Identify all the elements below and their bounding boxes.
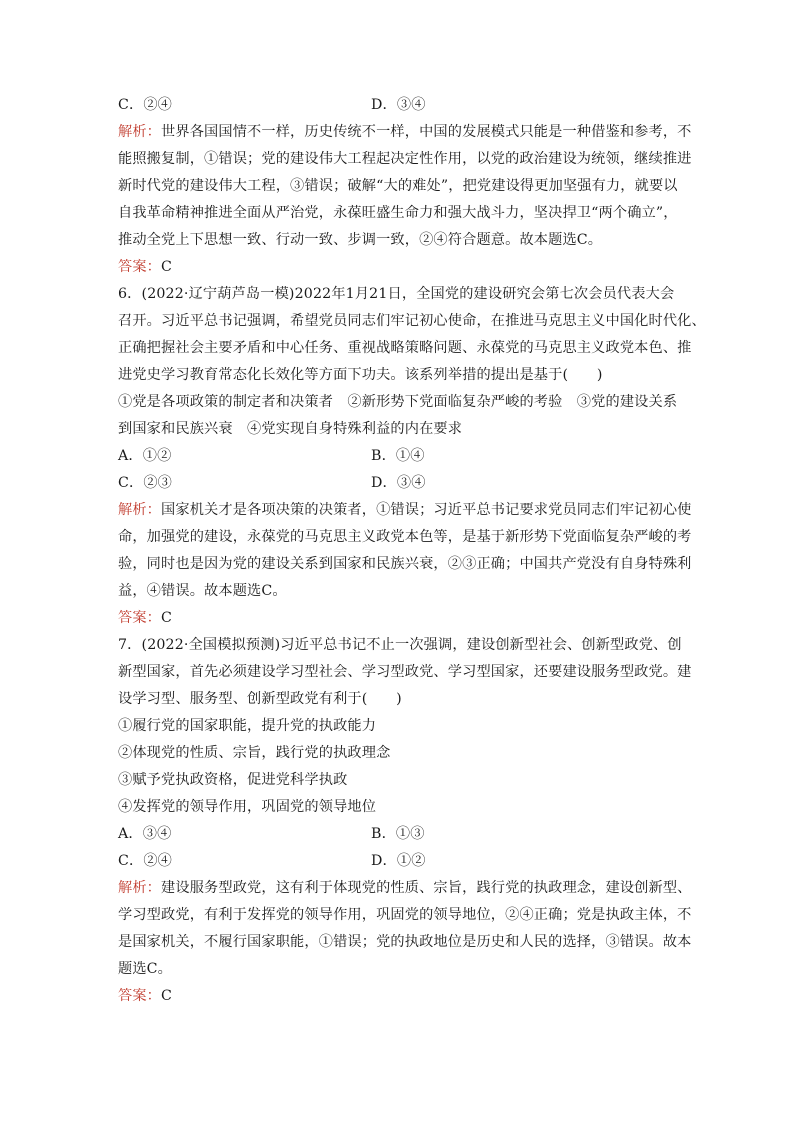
q7-stem-line-3: 设学习型、服务型、创新型政党有利于( )	[118, 691, 402, 707]
q7-answer-value: C	[161, 988, 173, 1004]
q6-analysis-label: 解析：	[118, 502, 162, 518]
q5-answer	[118, 254, 678, 281]
q7-answer	[118, 983, 678, 1010]
q7-analysis-line-1	[118, 875, 692, 902]
q6-option-b: B．①④	[371, 448, 425, 464]
q7-statement-2: ②体现党的性质、宗旨，践行党的执政理念	[118, 745, 391, 761]
q7-statement-4: ④发挥党的领导作用，巩固党的领导地位	[118, 799, 377, 815]
q6-stem-line-1: 6．(2022·辽宁葫芦岛一模)2022年1月21日，全国党的建设研究会第七次会员代表大会	[118, 286, 675, 302]
q7-analysis-line-2: 学习型政党，有利于发挥党的领导作用，巩固党的领导地位，②④正确；党是执政主体，不	[118, 907, 692, 923]
q6-option-a: A．①②	[118, 448, 172, 464]
q5-analysis-line-3: 新时代党的建设伟大工程，③错误；破解“大的难处”，把党建设得更加坚强有力，就要以	[118, 178, 678, 194]
q6-stem-line-4: 进党史学习教育常态化长效化等方面下功夫。该系列举措的提出是基于( )	[118, 367, 603, 383]
q6-answer-value: C	[161, 610, 173, 626]
q7-analysis-line-3: 是国家机关，不履行国家职能，①错误；党的执政地位是历史和人民的选择，③错误。故本	[118, 934, 692, 950]
q6-statement-line-2: 到国家和民族兴衰 ④党实现自身特殊利益的内在要求	[118, 421, 463, 437]
q7-answer-label: 答案：	[118, 988, 162, 1004]
q5-analysis-line-2: 能照搬复制，①错误；党的建设伟大工程起决定性作用，以党的政治建设为统领，继续推进	[118, 151, 692, 167]
q7-analysis-text-1: 建设服务型政党，这有利于体现党的性质、宗旨，践行党的执政理念，建设创新型、	[161, 880, 692, 896]
q7-option-c: C．②④	[118, 853, 173, 869]
q5-analysis-line-5: 推动全党上下思想一致、行动一致、步调一致，②④符合题意。故本题选C。	[118, 232, 603, 248]
q7-option-a: A．③④	[118, 826, 172, 842]
q5-answer-label: 答案：	[118, 259, 162, 275]
q6-analysis-line-1	[118, 497, 692, 524]
q5-analysis-line-1	[118, 119, 692, 146]
page-content	[118, 92, 706, 1010]
q6-statement-line-1: ①党是各项政策的制定者和决策者 ②新形势下党面临复杂严峻的考验 ③党的建设关系	[118, 394, 678, 410]
q6-analysis-line-3: 验，同时也是因为党的建设关系到国家和民族兴衰，②③正确；中国共产党没有自身特殊利	[118, 556, 692, 572]
q5-option-d: D．③④	[371, 97, 426, 113]
q7-options-row-ab	[118, 821, 678, 848]
q5-options-row-cd	[118, 92, 678, 119]
q6-answer	[118, 605, 678, 632]
q7-option-d: D．①②	[371, 853, 426, 869]
q6-options-row-ab	[118, 443, 678, 470]
q7-analysis-line-4: 题选C。	[118, 961, 173, 977]
q7-stem-line-1: 7．(2022·全国模拟预测)习近平总书记不止一次强调，建设创新型社会、创新型政党、创	[118, 637, 682, 653]
q7-statement-3: ③赋予党执政资格，促进党科学执政	[118, 772, 348, 788]
q5-answer-value: C	[161, 259, 173, 275]
q5-option-c: C．②④	[118, 97, 173, 113]
q7-stem-line-2: 新型国家，首先必须建设学习型社会、学习型政党、学习型国家，还要建设服务型政党。建	[118, 664, 692, 680]
q7-analysis-label: 解析：	[118, 880, 162, 896]
q6-stem-line-3: 正确把握社会主要矛盾和中心任务、重视战略策略问题、永葆党的马克思主义政党本色、推	[118, 340, 692, 356]
q6-options-row-cd	[118, 470, 678, 497]
q5-analysis-text-1: 世界各国国情不一样，历史传统不一样，中国的发展模式只能是一种借鉴和参考，不	[161, 124, 692, 140]
q5-analysis-label: 解析：	[118, 124, 162, 140]
q6-answer-label: 答案：	[118, 610, 162, 626]
q7-options-row-cd	[118, 848, 678, 875]
q6-analysis-text-1: 国家机关才是各项决策的决策者，①错误；习近平总书记要求党员同志们牢记初心使	[161, 502, 692, 518]
q7-statement-1: ①履行党的国家职能，提升党的执政能力	[118, 718, 377, 734]
q6-option-c: C．②③	[118, 475, 173, 491]
q6-stem-line-2: 召开。习近平总书记强调，希望党员同志们牢记初心使命，在推进马克思主义中国化时代化、	[118, 313, 706, 329]
q6-analysis-line-4: 益，④错误。故本题选C。	[118, 583, 287, 599]
q6-analysis-line-2: 命，加强党的建设，永葆党的马克思主义政党本色等，是基于新形势下党面临复杂严峻的考	[118, 529, 692, 545]
q7-option-b: B．①③	[371, 826, 425, 842]
q6-option-d: D．③④	[371, 475, 426, 491]
q5-analysis-line-4: 自我革命精神推进全面从严治党，永葆旺盛生命力和强大战斗力，坚决捍卫“两个确立”，	[118, 205, 678, 221]
